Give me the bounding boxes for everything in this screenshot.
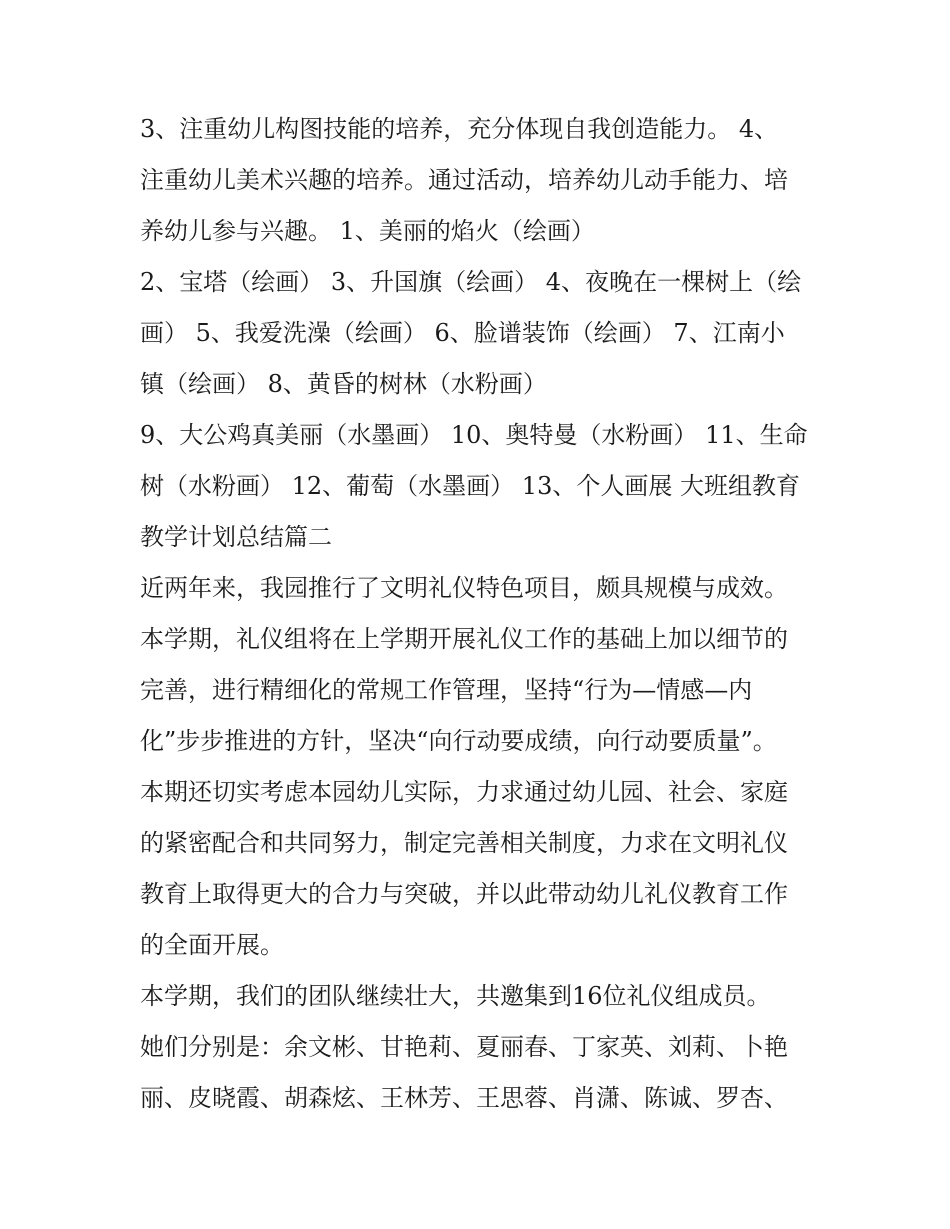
document-body: [140, 104, 820, 1124]
text-line: 完善，进行精细化的常规工作管理，坚持“行为—情感—内: [140, 676, 753, 704]
text-line: 近两年来，我园推行了文明礼仪特色项目，颇具规模与成效。: [140, 574, 788, 602]
text-line: 的紧密配合和共同努力，制定完善相关制度，力求在文明礼仪: [140, 829, 788, 857]
text-line: 2、宝塔（绘画） 3、升国旗（绘画） 4、夜晚在一棵树上（绘: [140, 268, 802, 296]
text-line: 丽、皮晓霞、胡森炫、王林芳、王思蓉、肖潇、陈诚、罗杏、: [140, 1084, 788, 1112]
text-line: 树（水粉画） 12、葡萄（水墨画） 13、个人画展 大班组教育: [140, 472, 800, 500]
section-heading-line: 教学计划总结篇二: [140, 523, 332, 551]
text-line: 镇（绘画） 8、黄昏的树林（水粉画）: [140, 370, 547, 398]
text-line: 本学期，我们的团队继续壮大，共邀集到16位礼仪组成员。: [140, 982, 771, 1010]
text-line: 养幼儿参与兴趣。 1、美丽的焰火（绘画）: [140, 217, 595, 245]
text-line: 本期还切实考虑本园幼儿实际，力求通过幼儿园、社会、家庭: [140, 778, 788, 806]
text-line: 化”步步推进的方针，坚决“向行动要成绩，向行动要质量”。: [140, 727, 777, 755]
text-line: 教育上取得更大的合力与突破，并以此带动幼儿礼仪教育工作: [140, 880, 788, 908]
text-line: 9、大公鸡真美丽（水墨画） 10、奥特曼（水粉画） 11、生命: [140, 421, 808, 449]
text-line: 3、注重幼儿构图技能的培养，充分体现自我创造能力。 4、: [140, 115, 779, 143]
text-line: 她们分别是：余文彬、甘艳莉、夏丽春、丁家英、刘莉、卜艳: [140, 1033, 788, 1061]
text-line: 的全面开展。: [140, 931, 284, 959]
text-line: 注重幼儿美术兴趣的培养。通过活动，培养幼儿动手能力、培: [140, 166, 788, 194]
text-line: 画） 5、我爱洗澡（绘画） 6、脸谱装饰（绘画） 7、江南小: [140, 319, 785, 347]
text-line: 本学期，礼仪组将在上学期开展礼仪工作的基础上加以细节的: [140, 625, 788, 653]
